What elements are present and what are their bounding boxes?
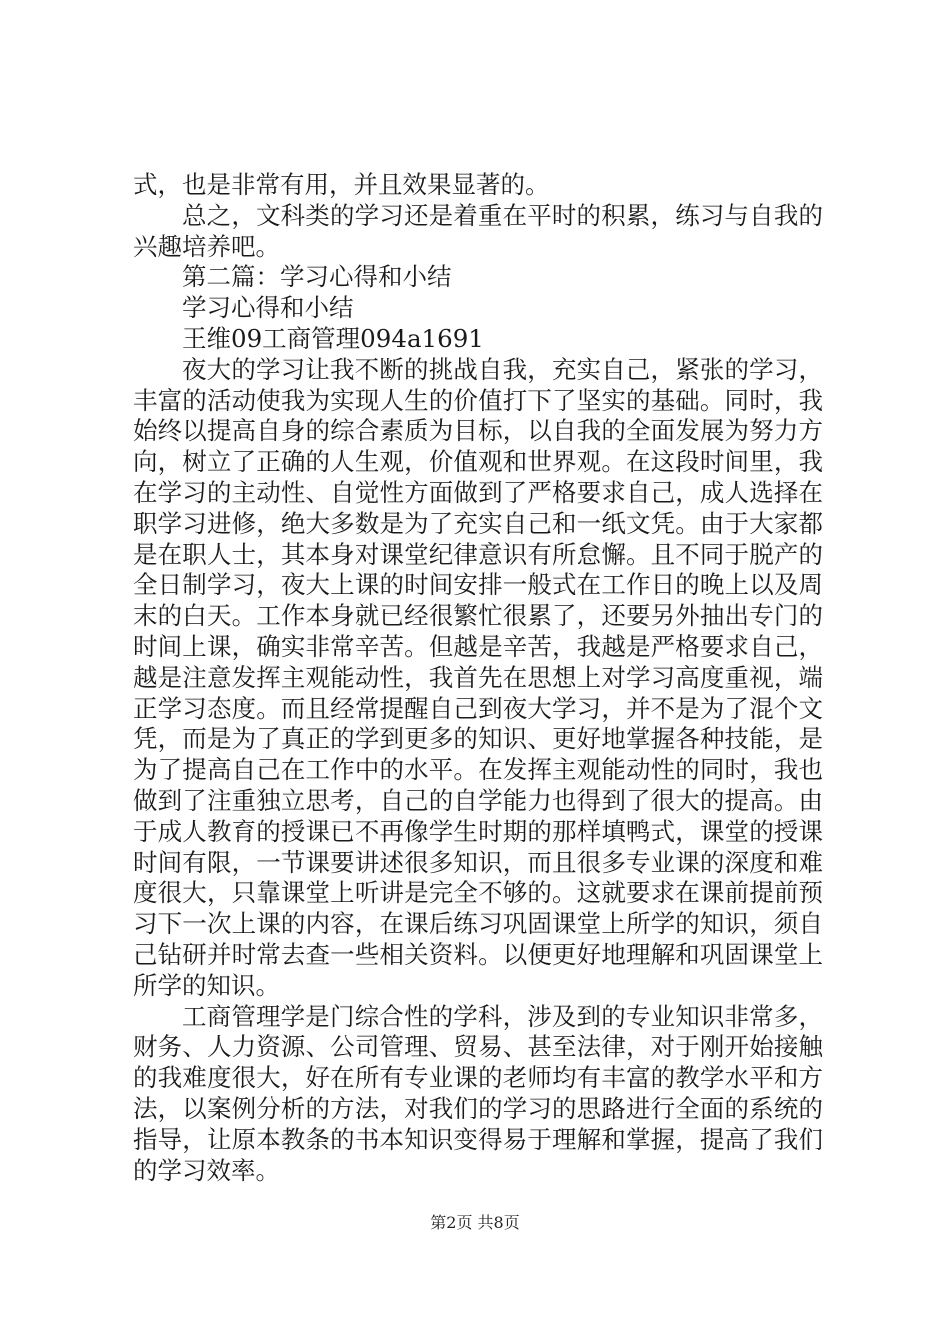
- document-body: [133, 170, 823, 1186]
- page-number-footer: 第2页 共8页: [430, 1213, 520, 1232]
- paragraph-night-school: 夜大的学习让我不断的挑战自我，充实自己，紧张的学习，丰富的活动使我为实现人生的价值打下了坚实的基础。同时，我始终以提高自身的综合素质为目标，以自我的全面发展为努力方向，树立了正确的人生观，价值观和世界观。在这段时间里，我在学习的主动性、自觉性方面做到了严格要求自己，成人选择在职学习进修，绝大多数是为了充实自己和一纸文凭。由于大家都是在职人士，其本身对课堂纪律意识有所怠懈。且不同于脱产的全日制学习，夜大上课的时间安排一般式在工作日的晚上以及周末的白天。工作本身就已经很繁忙很累了，还要另外抽出专门的时间上课，确实非常辛苦。但越是辛苦，我越是严格要求自己，越是注意发挥主观能动性，我首先在思想上对学习高度重视，端正学习态度。而且经常提醒自己到夜大学习，并不是为了混个文凭，而是为了真正的学到更多的知识、更好地掌握各种技能，是为了提高自己在工作中的水平。在发挥主观能动性的同时，我也做到了注重独立思考，自己的自学能力也得到了很大的提高。由于成人教育的授课已不再像学生时期的那样填鸭式，课堂的授课时间有限，一节课要讲述很多知识，而且很多专业课的深度和难度很大，只靠课堂上听讲是完全不够的。这就要求在课前提前预习下一次上课的内容，在课后练习巩固课堂上所学的知识，须自己钻研并时常去查一些相关资料。以便更好地理解和巩固课堂上所学的知识。: [133, 354, 823, 1000]
- article-title: 学习心得和小结: [182, 293, 354, 323]
- paragraph-continuation: 式，也是非常有用，并且效果显著的。: [133, 170, 550, 199]
- section-heading: 第二篇：学习心得和小结: [182, 262, 452, 292]
- paragraph-summary: 总之，文科类的学习还是着重在平时的积累，练习与自我的兴趣培养吧。: [133, 200, 823, 261]
- paragraph-business-management: 工商管理学是门综合性的学科，涉及到的专业知识非常多，财务、人力资源、公司管理、贸易、甚至法律，对于刚开始接触的我难度很大，好在所有专业课的老师均有丰富的教学水平和方法，以案例分析的方法，对我们的学习的思路进行全面的系统的指导，让原本教条的书本知识变得易于理解和掌握，提高了我们的学习效率。: [133, 1001, 823, 1185]
- author-line: 王维09工商管理094a1691: [182, 323, 484, 353]
